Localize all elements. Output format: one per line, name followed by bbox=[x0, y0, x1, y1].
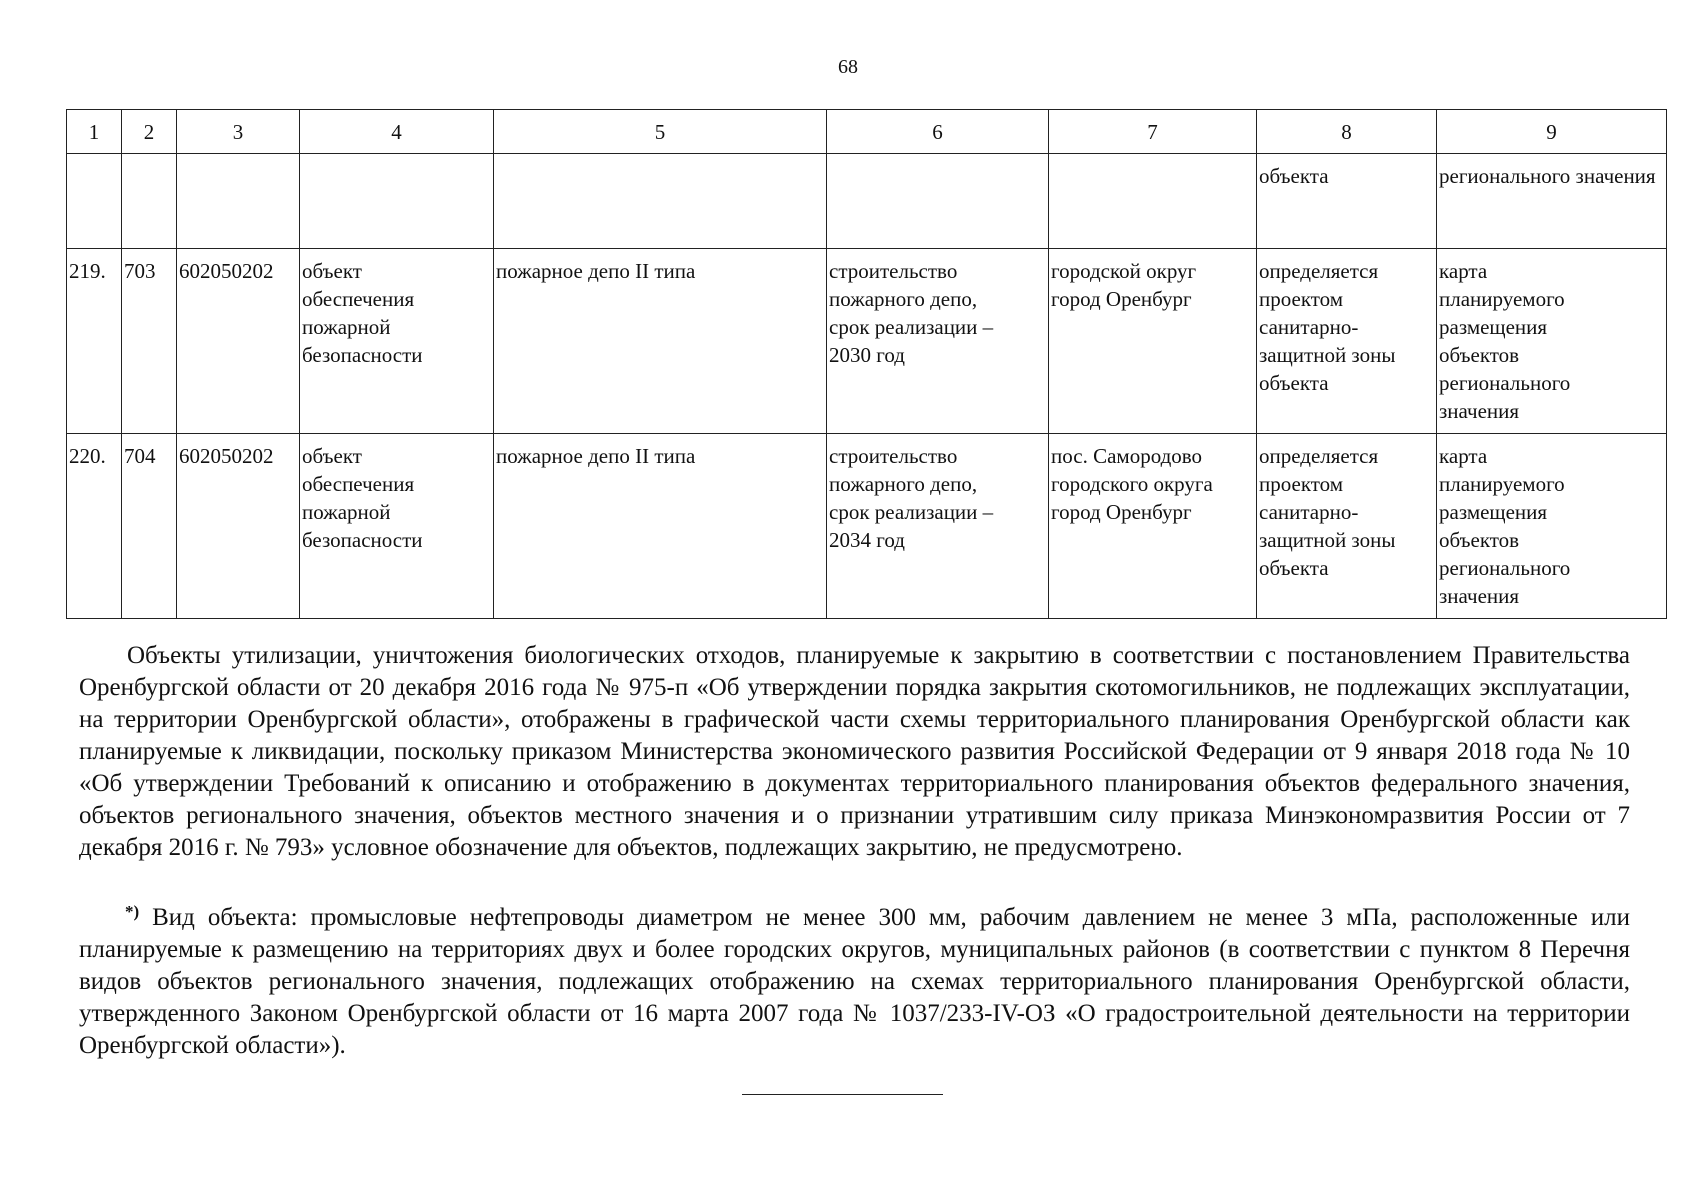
cell-line: пожарное депо II типа bbox=[496, 444, 696, 468]
row-number-cell: 219. bbox=[67, 249, 122, 434]
cell-line: пожарное депо II типа bbox=[496, 259, 696, 283]
continuation-cell-1 bbox=[67, 154, 122, 249]
cell-line: объектов bbox=[1439, 343, 1520, 367]
object-name-cell bbox=[494, 249, 827, 434]
cell-line: объекта bbox=[1259, 556, 1329, 580]
zone-cell bbox=[1257, 249, 1437, 434]
continuation-row bbox=[67, 154, 1667, 249]
cell-line: пожарной bbox=[302, 315, 391, 339]
cell-line: 2034 год bbox=[829, 528, 905, 552]
cell-line: карта bbox=[1439, 259, 1488, 283]
continuation-cell-4 bbox=[300, 154, 494, 249]
cell-line: пожарной bbox=[302, 500, 391, 524]
cell-line: значения bbox=[1439, 399, 1520, 423]
continuation-cell-3 bbox=[177, 154, 300, 249]
code-cell: 703 bbox=[122, 249, 177, 434]
cell-line: карта bbox=[1439, 444, 1488, 468]
map-cell bbox=[1437, 434, 1667, 619]
cell-line: объект bbox=[302, 259, 362, 283]
continuation-cell-2 bbox=[122, 154, 177, 249]
map-cell bbox=[1437, 249, 1667, 434]
row-number-cell: 220. bbox=[67, 434, 122, 619]
cell-line: пос. Самородово bbox=[1051, 444, 1203, 468]
paragraph-biological-waste: Объекты утилизации, уничтожения биологических отходов, планируемые к закрытию в соответствии с постановлением Правительства Оренбургской области от 20 декабря 2016 года № 975-п «Об утверждении порядка закрытия скотомогильников, не подлежащих эксплуатации, на территории Оренбургской области», отображены в графической части схемы территориального планирования Оренбургской области как планируемые к ликвидации, поскольку приказом Министерства экономического развития Российской Федерации от 9 января 2018 года № 10 «Об утверждении Требований к описанию и отображению в документах территориального планирования объектов федерального значения, объектов регионального значения, объектов местного значения и о признании утратившим силу приказа Минэкономразвития России от 7 декабря 2016 г. № 793» условное обозначение для объектов, подлежащих закрытию, не предусмотрено. bbox=[79, 642, 1630, 861]
column-header-6: 6 bbox=[827, 110, 1049, 154]
column-header-7: 7 bbox=[1049, 110, 1257, 154]
column-header-8: 8 bbox=[1257, 110, 1437, 154]
object-name-cell bbox=[494, 434, 827, 619]
column-header-5: 5 bbox=[494, 110, 827, 154]
cell-line: защитной зоны bbox=[1259, 343, 1396, 367]
continuation-cell-7 bbox=[1049, 154, 1257, 249]
oktmo-cell: 602050202 bbox=[177, 249, 300, 434]
continuation-cell-6 bbox=[827, 154, 1049, 249]
column-header-9: 9 bbox=[1437, 110, 1667, 154]
zone-cell bbox=[1257, 434, 1437, 619]
column-header-3: 3 bbox=[177, 110, 300, 154]
cell-line: планируемого bbox=[1439, 472, 1565, 496]
purpose-cell bbox=[827, 249, 1049, 434]
cell-line: санитарно- bbox=[1259, 500, 1359, 524]
cell-line: городского округа bbox=[1051, 472, 1213, 496]
cell-line: размещения bbox=[1439, 315, 1548, 339]
cell-line: санитарно- bbox=[1259, 315, 1359, 339]
cell-line: проектом bbox=[1259, 472, 1344, 496]
cell-line: объектов bbox=[1439, 528, 1520, 552]
cell-line: обеспечения bbox=[302, 472, 415, 496]
cell-line: пожарного депо, bbox=[829, 287, 978, 311]
cell-line: срок реализации – bbox=[829, 315, 994, 339]
cell-line: пожарного депо, bbox=[829, 472, 978, 496]
cell-line: определяется bbox=[1259, 259, 1379, 283]
footnote-paragraph bbox=[79, 902, 1630, 1062]
footnote-text: Вид объекта: промысловые нефтепроводы диаметром не менее 300 мм, рабочим давлением не менее 3 мПа, расположенные или планируемые к размещению на территориях двух и более городских округов, муниципальных районов (в соответствии с пунктом 8 Перечня видов объектов регионального значения, подлежащих отображению на схемах территориального планирования Оренбургской области, утвержденного Законом Оренбургской области от 16 марта 2007 года № 1037/233-IV-ОЗ «О градостроительной деятельности на территории Оренбургской области»). bbox=[79, 904, 1630, 1059]
cell-line: срок реализации – bbox=[829, 500, 994, 524]
purpose-cell bbox=[827, 434, 1049, 619]
cell-line: город Оренбург bbox=[1051, 287, 1192, 311]
cell-line: обеспечения bbox=[302, 287, 415, 311]
continuation-cell-5 bbox=[494, 154, 827, 249]
object-type-cell bbox=[300, 434, 494, 619]
cell-line: регионального bbox=[1439, 371, 1571, 395]
table-row bbox=[67, 249, 1667, 434]
column-header-4: 4 bbox=[300, 110, 494, 154]
cell-line: значения bbox=[1439, 584, 1520, 608]
location-cell bbox=[1049, 249, 1257, 434]
cell-line: городской округ bbox=[1051, 259, 1197, 283]
location-cell bbox=[1049, 434, 1257, 619]
cell-line: 2030 год bbox=[829, 343, 905, 367]
cell-line: объекта bbox=[1259, 371, 1329, 395]
continuation-cell-8: объекта bbox=[1257, 154, 1437, 249]
table-header-row bbox=[67, 110, 1667, 154]
object-type-cell bbox=[300, 249, 494, 434]
cell-line: строительство bbox=[829, 444, 958, 468]
cell-line: безопасности bbox=[302, 343, 423, 367]
continuation-cell-9: регионального значения bbox=[1437, 154, 1667, 249]
cell-line: планируемого bbox=[1439, 287, 1565, 311]
cell-line: строительство bbox=[829, 259, 958, 283]
column-header-1: 1 bbox=[67, 110, 122, 154]
table-row bbox=[67, 434, 1667, 619]
page-number: 68 bbox=[838, 56, 858, 78]
column-header-2: 2 bbox=[122, 110, 177, 154]
cell-line: определяется bbox=[1259, 444, 1379, 468]
table-body bbox=[67, 110, 1667, 619]
cell-line: безопасности bbox=[302, 528, 423, 552]
cell-line: объект bbox=[302, 444, 362, 468]
footnote-marker: *) bbox=[125, 902, 140, 921]
cell-line: размещения bbox=[1439, 500, 1548, 524]
oktmo-cell: 602050202 bbox=[177, 434, 300, 619]
cell-line: город Оренбург bbox=[1051, 500, 1192, 524]
cell-line: регионального bbox=[1439, 556, 1571, 580]
objects-table bbox=[66, 109, 1667, 619]
cell-line: проектом bbox=[1259, 287, 1344, 311]
code-cell: 704 bbox=[122, 434, 177, 619]
cell-line: защитной зоны bbox=[1259, 528, 1396, 552]
end-of-text-rule bbox=[742, 1094, 943, 1095]
